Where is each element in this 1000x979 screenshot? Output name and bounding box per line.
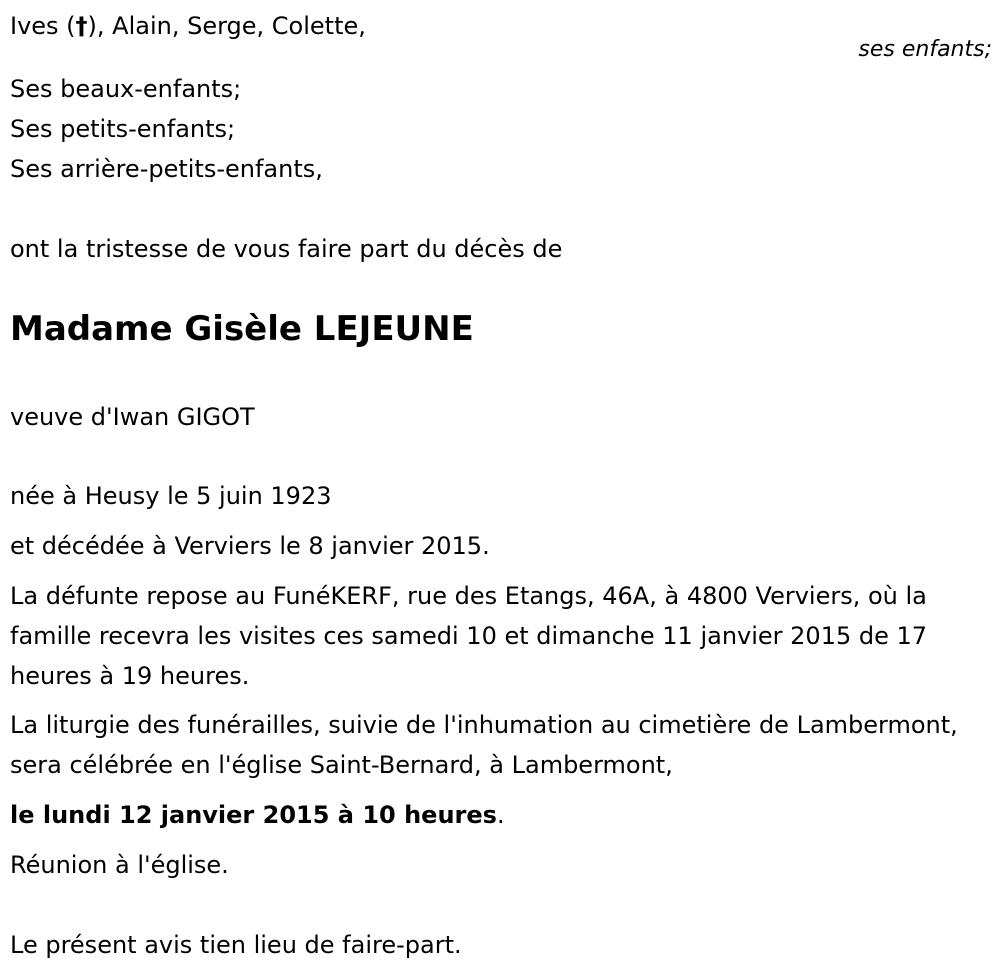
family-line-great-grandchildren: Ses arrière-petits-enfants, bbox=[10, 155, 323, 183]
children-names-after: ), Alain, Serge, Colette, bbox=[87, 12, 366, 40]
widow-of-text: veuve d'Iwan GIGOT bbox=[10, 403, 255, 431]
ceremony-line bbox=[10, 795, 505, 835]
ceremony-datetime: le lundi 12 janvier 2015 à 10 heures bbox=[10, 801, 497, 829]
closing-text: Le présent avis tien lieu de faire-part. bbox=[10, 931, 462, 959]
children-role-label: ses enfants; bbox=[858, 37, 992, 62]
rest-info-paragraph: La défunte repose au FunéKERF, rue des Etangs, 46A, à 4800 Verviers, où la famille recevra les visites ces samedi 10 et dimanche 11 janvier 2015 de 17 heures à 19 heures. bbox=[10, 582, 928, 690]
liturgy-paragraph: La liturgie des funérailles, suivie de l'inhumation au cimetière de Lambermont, sera célébrée en l'église Saint-Bernard, à Lambermont, bbox=[10, 711, 958, 779]
death-text: et décédée à Verviers le 8 janvier 2015. bbox=[10, 532, 490, 560]
announcement-text: ont la tristesse de vous faire part du décès de bbox=[10, 235, 563, 263]
dagger-icon: † bbox=[75, 12, 88, 40]
children-names-line bbox=[10, 6, 366, 46]
children-names-before: Ives ( bbox=[10, 12, 76, 40]
ceremony-period: . bbox=[496, 801, 505, 829]
family-line-grandchildren: Ses petits-enfants; bbox=[10, 115, 236, 143]
family-line-step-children: Ses beaux-enfants; bbox=[10, 75, 242, 103]
birth-text: née à Heusy le 5 juin 1923 bbox=[10, 482, 332, 510]
deceased-name: Madame Gisèle LEJEUNE bbox=[10, 309, 474, 349]
gathering-text: Réunion à l'église. bbox=[10, 851, 229, 879]
